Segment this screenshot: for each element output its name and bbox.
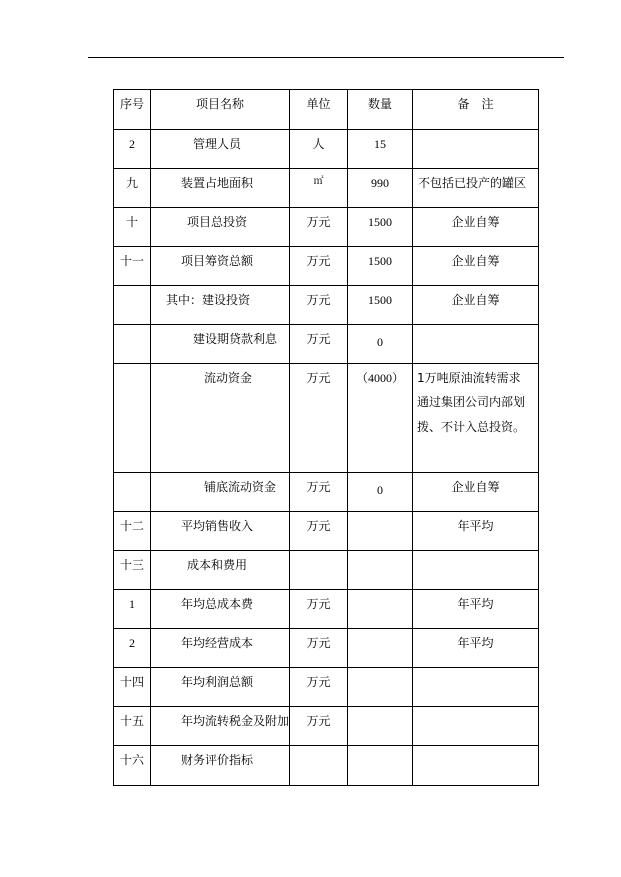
table-row xyxy=(114,473,539,512)
row-unit: 万元 xyxy=(306,636,331,650)
row-seq xyxy=(114,364,150,371)
table-row xyxy=(114,629,539,668)
row-seq: 十一 xyxy=(119,254,144,268)
row-name: 财务评价指标 xyxy=(181,753,254,767)
row-qty xyxy=(348,590,412,597)
table-row xyxy=(114,208,539,247)
row-unit: ㎡ xyxy=(313,176,324,187)
row-note-multiline xyxy=(413,364,538,445)
project-indicator-table xyxy=(113,89,539,786)
row-qty: 1500 xyxy=(368,254,392,268)
row-seq: 十六 xyxy=(119,753,144,767)
row-unit: 万元 xyxy=(306,714,331,728)
row-note: 年平均 xyxy=(457,597,494,611)
header-note: 备 注 xyxy=(457,97,494,111)
row-unit: 万元 xyxy=(306,519,331,533)
row-name: 建设期贷款利息 xyxy=(193,332,278,346)
row-qty: （4000） xyxy=(355,371,404,385)
row-unit: 万元 xyxy=(306,254,331,268)
row-unit: 万元 xyxy=(306,597,331,611)
row-name: 平均销售收入 xyxy=(181,519,254,533)
row-qty: 0 xyxy=(377,483,383,497)
table-row xyxy=(114,551,539,590)
row-note: 企业自筹 xyxy=(451,480,500,494)
row-note xyxy=(413,130,538,137)
row-seq: 十五 xyxy=(119,714,144,728)
row-unit: 万元 xyxy=(306,293,331,307)
table-row xyxy=(114,668,539,707)
table-header-row xyxy=(114,90,539,130)
table-row xyxy=(114,130,539,169)
row-seq xyxy=(114,325,150,332)
row-note: 年平均 xyxy=(457,636,494,650)
row-seq xyxy=(114,286,150,293)
table-row xyxy=(114,364,539,473)
row-name: 项目筹资总额 xyxy=(181,254,254,268)
row-qty xyxy=(348,668,412,675)
row-qty xyxy=(348,629,412,636)
row-name: 项目总投资 xyxy=(187,215,248,229)
row-unit: 万元 xyxy=(306,215,331,229)
row-seq: 九 xyxy=(125,176,138,190)
row-qty xyxy=(348,512,412,519)
header-rule xyxy=(88,57,564,58)
row-note xyxy=(413,551,538,558)
row-unit xyxy=(290,551,347,558)
row-name: 装置占地面积 xyxy=(181,176,254,190)
row-name: 年均利润总额 xyxy=(181,675,254,689)
row-name: 成本和费用 xyxy=(187,558,248,572)
row-name: 年均经营成本 xyxy=(181,636,254,650)
row-name: 年均流转税金及附加 xyxy=(181,714,290,728)
row-note xyxy=(413,707,538,714)
row-qty: 15 xyxy=(374,137,386,151)
row-name: 管理人员 xyxy=(193,137,242,151)
table-row xyxy=(114,746,539,786)
note-line: 1万吨原油流转需求 xyxy=(417,371,521,385)
table-row xyxy=(114,590,539,629)
table-row xyxy=(114,325,539,364)
row-note: 年平均 xyxy=(457,519,494,533)
row-unit: 万元 xyxy=(306,480,331,494)
row-seq: 十三 xyxy=(119,558,144,572)
note-line: 通过集团公司内部划 xyxy=(417,395,526,409)
row-qty xyxy=(348,551,412,558)
row-qty: 0 xyxy=(377,335,383,349)
row-unit: 人 xyxy=(312,137,325,151)
row-name: 年均总成本费 xyxy=(181,597,254,611)
row-seq: 十四 xyxy=(119,675,144,689)
row-seq: 2 xyxy=(129,137,135,151)
row-seq xyxy=(114,473,150,480)
table-row xyxy=(114,707,539,746)
row-seq: 十二 xyxy=(119,519,144,533)
row-qty: 1500 xyxy=(368,215,392,229)
row-unit xyxy=(290,746,347,753)
row-qty xyxy=(348,707,412,714)
row-note: 企业自筹 xyxy=(451,215,500,229)
header-qty: 数量 xyxy=(367,97,392,111)
row-name: 流动资金 xyxy=(204,371,253,385)
row-note xyxy=(413,325,538,332)
row-seq: 1 xyxy=(129,597,135,611)
note-line: 拨、不计入总投资。 xyxy=(417,420,526,434)
table-row xyxy=(114,169,539,208)
row-name: 铺底流动资金 xyxy=(204,480,277,494)
row-note: 企业自筹 xyxy=(451,254,500,268)
row-unit: 万元 xyxy=(306,371,331,385)
row-unit: 万元 xyxy=(306,675,331,689)
header-name: 项目名称 xyxy=(195,97,244,111)
row-qty xyxy=(348,746,412,753)
row-seq: 十 xyxy=(125,215,138,229)
table-row xyxy=(114,286,539,325)
table-row xyxy=(114,247,539,286)
row-note xyxy=(413,668,538,675)
row-name: 其中：建设投资 xyxy=(166,293,251,307)
row-unit: 万元 xyxy=(306,332,331,346)
table-row xyxy=(114,512,539,551)
header-seq: 序号 xyxy=(119,97,144,111)
row-note: 不包括已投产的罐区 xyxy=(418,176,527,190)
row-qty: 990 xyxy=(371,176,389,190)
row-note: 企业自筹 xyxy=(451,293,500,307)
header-unit: 单位 xyxy=(306,97,331,111)
row-qty: 1500 xyxy=(368,293,392,307)
row-seq: 2 xyxy=(129,636,135,650)
row-note xyxy=(413,746,538,753)
